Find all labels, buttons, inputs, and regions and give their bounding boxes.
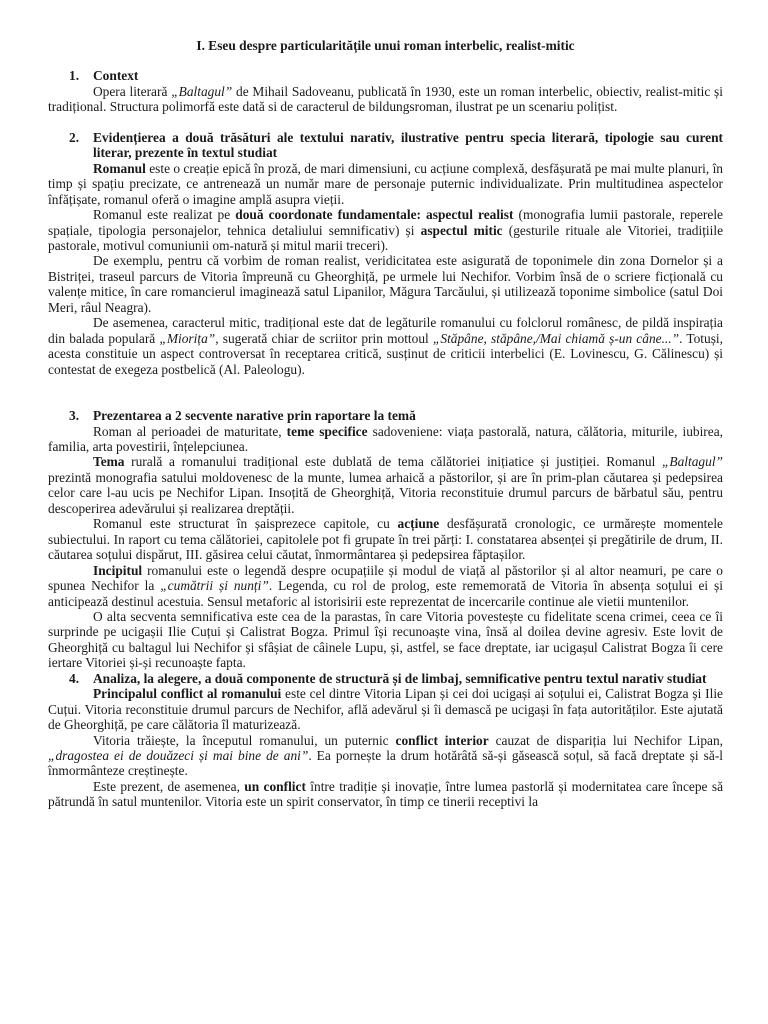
section-heading <box>48 671 723 686</box>
section-context <box>48 68 723 114</box>
document-page <box>48 38 723 810</box>
paragraph: Tema rurală a romanului tradițional este dublată de tema călătoriei inițiatice și justiției. Romanul „Baltagul” prezintă monografia satului moldovenesc de la munte, lumea arhaică a păstorilor, și are în prim-plan căutarea și pedepsirea celor care l-au ucis pe Nechifor Lipan. Insoțită de Gheorghiță, Vitoria reconstituie drumul parcurs de bărbatul său, pentru descoperirea adevărului și realizarea dreptății. <box>48 454 723 516</box>
section-heading-text: Prezentarea a 2 secvente narative prin raportare la temă <box>93 408 416 424</box>
page-title: I. Eseu despre particularitățile unui roman interbelic, realist-mitic <box>196 38 575 53</box>
section-traits <box>48 130 723 377</box>
section-analysis <box>48 671 723 810</box>
paragraph: Incipitul romanului este o legendă despre ocupațiile și modul de viață al păstorilor și al altor neamuri, pe care o spunea Nechifor la „cumătrii și nunți”. Legenda, cu rol de prolog, este rememorată de Vitoria în absența soțului ei și anticipează destinul acestuia. Sensul metaforic al istorisirii este reprezentat de incercarile continue ale vietii muntenilor. <box>48 562 723 609</box>
section-heading-text: Context <box>93 68 139 84</box>
paragraph: O alta secventa semnificativa este cea de la parastas, în care Vitoria povestește cu fidelitate scena crimei, ceea ce îi surprinde pe ucigașii Ilie Cuțui și Calistrat Bogza. Primul își recunoaște vina, însă al doilea devine agresiv. Este lovit de Gheorghiță cu baltagul lui Nechifor și sfâșiat de câinele Lupu, și, astfel, se face dreptate, iar ucigașul Calistrat Bogza îi cere iertare Vitoriei și-și recunoaște fapta. <box>48 608 723 671</box>
paragraph: Roman al perioadei de maturitate, teme specifice sadoveniene: viața pastorală, natura, călătoria, miturile, iubirea, familia, arta povestirii, înțelepciunea. <box>48 423 723 454</box>
section-number: 3. <box>69 408 80 424</box>
section-heading <box>48 130 723 161</box>
paragraph: Este prezent, de asemenea, un conflict între tradiție și inovație, între lumea pastorlă și modernitatea care începe să pătrundă în satul muntenilor. Vitoria este un spirit conservator, în timp ce tinerii receptivi la <box>48 778 724 810</box>
paragraph: Romanul este o creație epică în proză, de mari dimensiuni, cu acțiune complexă, desfășurată pe mai multe planuri, în timp și spațiu precizate, ce antrenează un număr mare de personaje puternic individualizate. Prin multitudinea aspectelor înfățișate, romanul oferă o imagine amplă asupra vieții. <box>48 160 723 207</box>
section-number: 4. <box>69 670 80 686</box>
paragraph: De exemplu, pentru că vorbim de roman realist, veridicitatea este asigurată de toponimele din zona Dornelor și a Bistriței, traseul parcurs de Vitoria împreună cu Gheorghiță, pe urmele lui Nechifor. Vorbim însă de o scriere ficțională cu valențe mitice, în care romancierul imaginează satul Lipanilor, Măgura Tarcăului, și utilizează toponime simbolice (satul Doi Meri, râul Neagra). <box>48 253 723 315</box>
section-heading <box>48 408 723 423</box>
section-number: 1. <box>69 68 80 84</box>
paragraph: Romanul este realizat pe două coordonate fundamentale: aspectul realist (monografia lumii pastorale, reperele spațiale, tipologia personajelor, tehnica detaliului semnificativ) și aspectul mitic (gesturile rituale ale Vitoriei, tradițiile pastorale, motivul comuniunii om-natură și mitul marii treceri). <box>48 207 724 253</box>
paragraph: Opera literară „Baltagul” de Mihail Sadoveanu, publicată în 1930, este un roman interbelic, obiectiv, realist-mitic și tradițional. Structura polimorfă este dată si de caracterul de bildungsroman, ilustrat pe un scenariu polițist. <box>48 83 723 115</box>
section-heading <box>48 68 723 83</box>
paragraph: Romanul este structurat în șaisprezece capitole, cu acțiune desfășurată cronologic, ce urmărește momentele subiectului. In raport cu tema călătoriei, capitolele pot fi grupate în trei părți: I. constatarea absenței și pregătirile de drum, II. căutarea soțului dispărut, III. găsirea celui căutat, înmormântarea și pedepsirea făptașilor. <box>48 516 723 563</box>
section-heading-text: Evidențierea a două trăsături ale textului narativ, ilustrative pentru specia literară, tipologie sau curent literar, prezente în textul studiat <box>93 129 723 161</box>
paragraph: Principalul conflict al romanului este cel dintre Vitoria Lipan și cei doi ucigași ai soțului ei, Calistrat Bogza și Ilie Cuțui. Vitoria reconstituie drumul parcurs de Nechifor, află adevărul și îi demască pe ucigași în fața autorităților. Este ajutată de Gheorghiță, pe care călătoria îl maturizează. <box>48 686 723 733</box>
section-number: 2. <box>69 129 80 145</box>
paragraph: De asemenea, caracterul mitic, tradițional este dat de legăturile romanului cu folclorul românesc, de pildă inspirația din balada populară „Miorița”, sugerată chiar de scriitor prin mottoul „Stăpâne, stăpâne,/Mai chiamă ș-un câne...”. Totuși, acesta constituie un aspect controversat în receptarea critică, susținut de criticii interbelici (E. Lovinescu, G. Călinescu) și contestat de exegeza postbelică (Al. Paleologu). <box>48 315 723 377</box>
section-theme <box>48 408 723 671</box>
section-heading-text: Analiza, la alegere, a două componente de structură și de limbaj, semnificative pentru textul narativ studiat <box>93 670 707 686</box>
paragraph: Vitoria trăiește, la începutul romanului, un puternic conflict interior cauzat de dispariția lui Nechifor Lipan, „dragostea ei de douăzeci și mai bine de ani”. Ea pornește la drum hotărâtă să-și găsească soțul, să facă dreptate și să-l înmormânteze creștinește. <box>48 732 723 779</box>
